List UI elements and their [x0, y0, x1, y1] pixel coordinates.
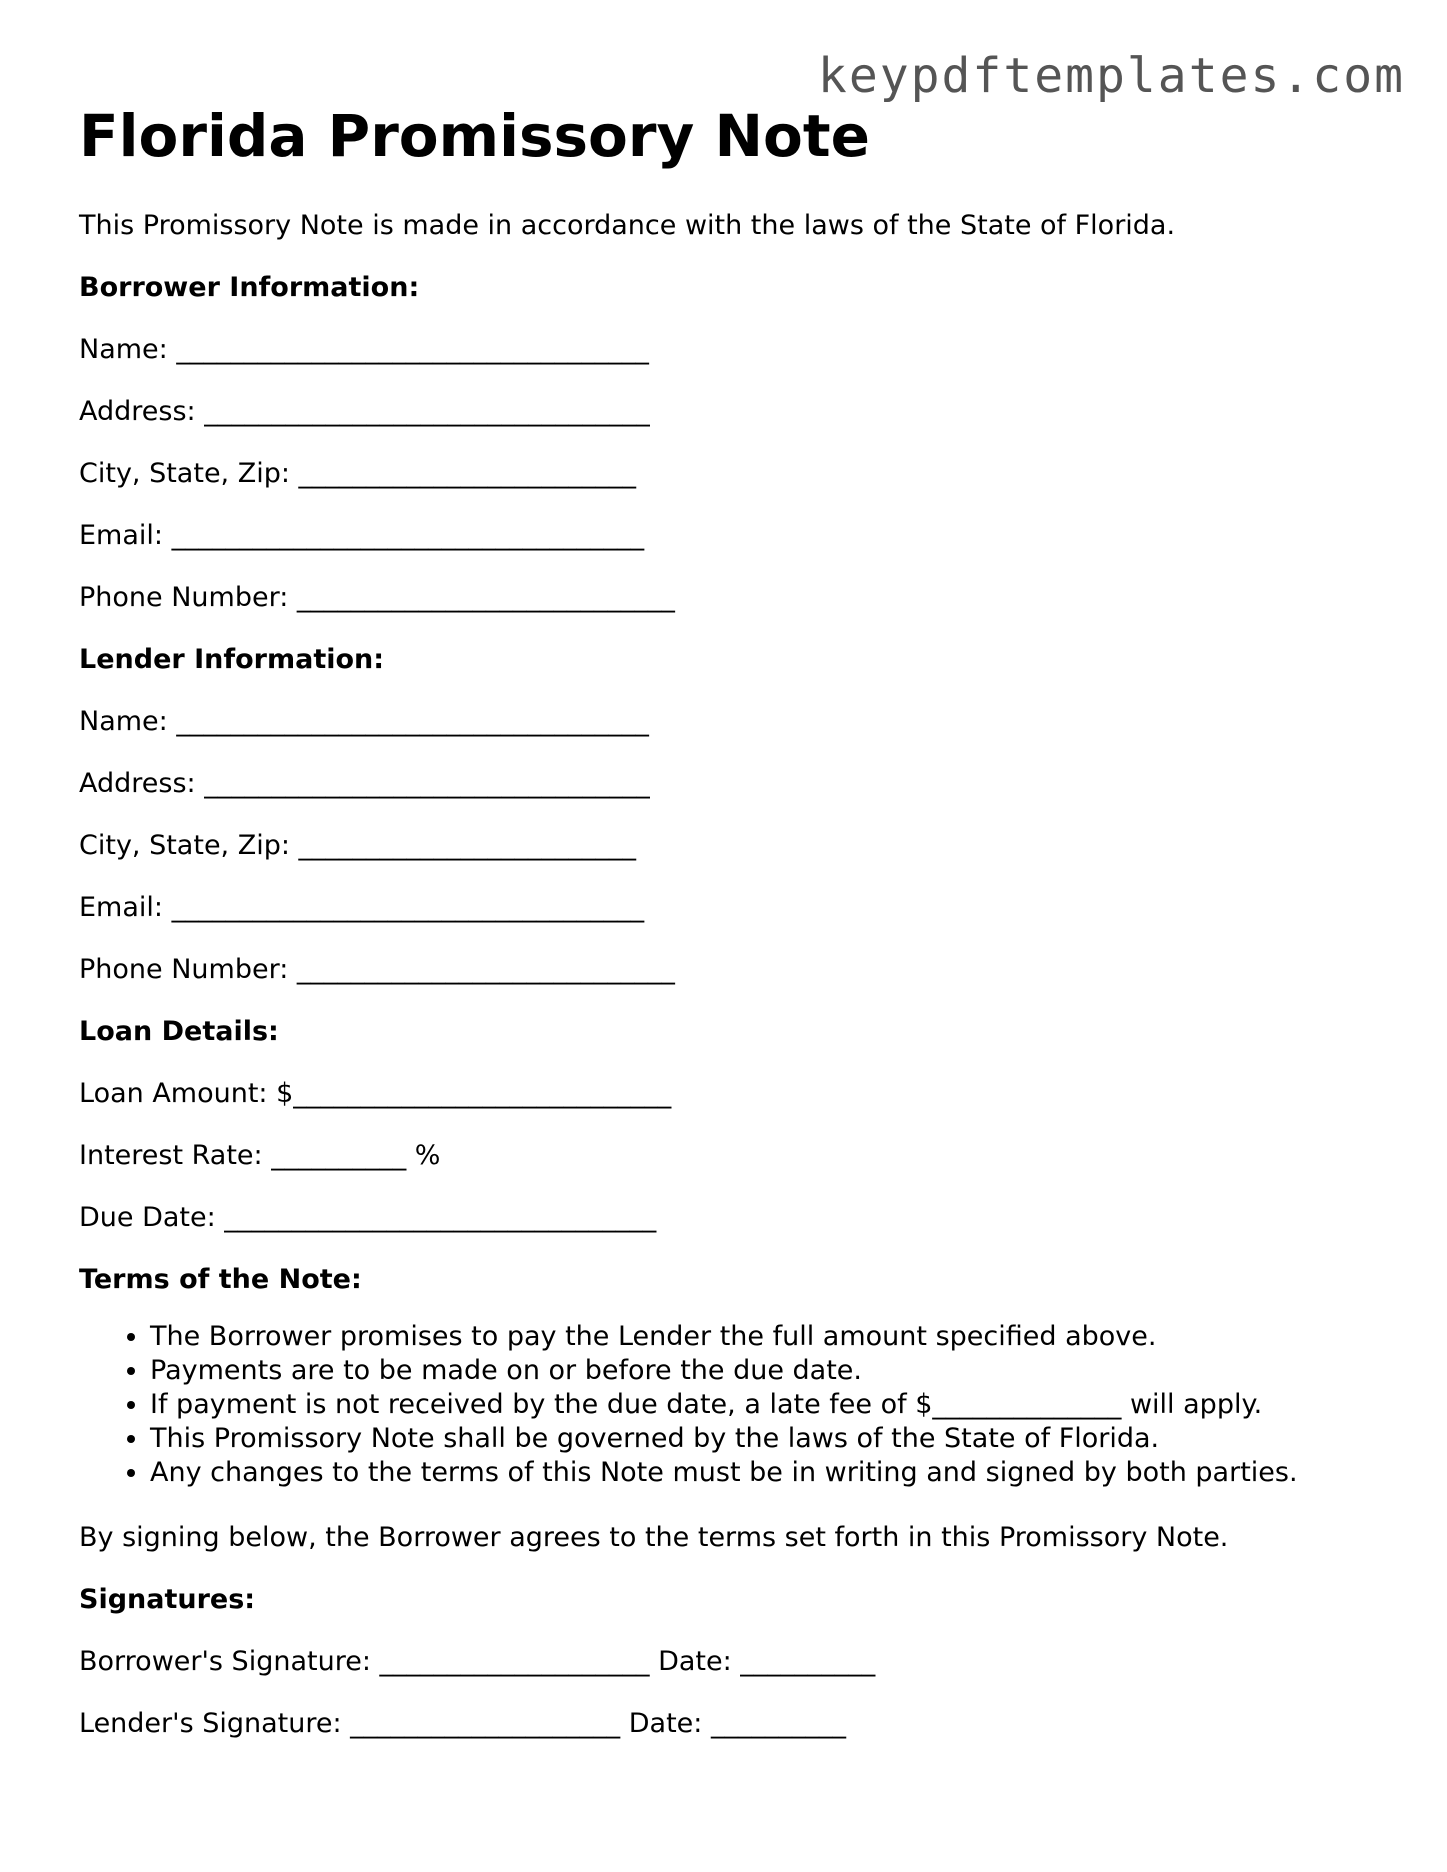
borrower-city-state-zip-field[interactable]: City, State, Zip: _________________________	[79, 458, 637, 489]
lender-signature-field[interactable]: Lender's Signature: ____________________ Date: __________	[79, 1708, 846, 1739]
terms-section	[79, 1258, 1379, 1490]
loan-heading: Loan Details:	[79, 1016, 279, 1047]
terms-list-item: • Payments are to be made on or before the due date.	[150, 1354, 1379, 1388]
terms-heading: Terms of the Note:	[79, 1264, 362, 1295]
lender-phone-field[interactable]: Phone Number: ____________________________	[79, 954, 675, 985]
closing-paragraph: By signing below, the Borrower agrees to the terms set forth in this Promissory Note.	[79, 1522, 1229, 1553]
terms-list	[79, 1320, 1379, 1490]
terms-list-item: • The Borrower promises to pay the Lender the full amount specified above.	[150, 1320, 1379, 1354]
signatures-section	[79, 1578, 1379, 1746]
watermark: keypdftemplates.com	[817, 48, 1405, 104]
terms-list-item: • This Promissory Note shall be governed by the laws of the State of Florida.	[150, 1422, 1379, 1456]
lender-address-field[interactable]: Address: _________________________________	[79, 768, 650, 799]
document-title: Florida Promissory Note	[79, 102, 870, 170]
intro-paragraph: This Promissory Note is made in accordance with the laws of the State of Florida.	[79, 210, 1176, 241]
borrower-heading: Borrower Information:	[79, 272, 420, 303]
borrower-name-field[interactable]: Name: ___________________________________	[79, 334, 649, 365]
interest-rate-field[interactable]: Interest Rate: __________ %	[79, 1140, 441, 1171]
due-date-field[interactable]: Due Date: ________________________________	[79, 1202, 657, 1233]
lender-email-field[interactable]: Email: ___________________________________	[79, 892, 645, 923]
late-fee-term[interactable]: • If payment is not received by the due date, a late fee of $______________ will apply.	[150, 1388, 1379, 1422]
borrower-phone-field[interactable]: Phone Number: ____________________________	[79, 582, 675, 613]
borrower-email-field[interactable]: Email: ___________________________________	[79, 520, 645, 551]
loan-section	[79, 1010, 1379, 1240]
borrower-address-field[interactable]: Address: _________________________________	[79, 396, 650, 427]
lender-section	[79, 638, 1379, 992]
lender-name-field[interactable]: Name: ___________________________________	[79, 706, 649, 737]
loan-amount-field[interactable]: Loan Amount: $____________________________	[79, 1078, 672, 1109]
terms-list-item: • Any changes to the terms of this Note must be in writing and signed by both parties.	[150, 1456, 1379, 1490]
lender-city-state-zip-field[interactable]: City, State, Zip: _________________________	[79, 830, 637, 861]
document-page	[79, 98, 1379, 1746]
signatures-heading: Signatures:	[79, 1584, 256, 1615]
borrower-signature-field[interactable]: Borrower's Signature: ____________________ Date: __________	[79, 1646, 876, 1677]
borrower-section	[79, 266, 1379, 620]
lender-heading: Lender Information:	[79, 644, 385, 675]
